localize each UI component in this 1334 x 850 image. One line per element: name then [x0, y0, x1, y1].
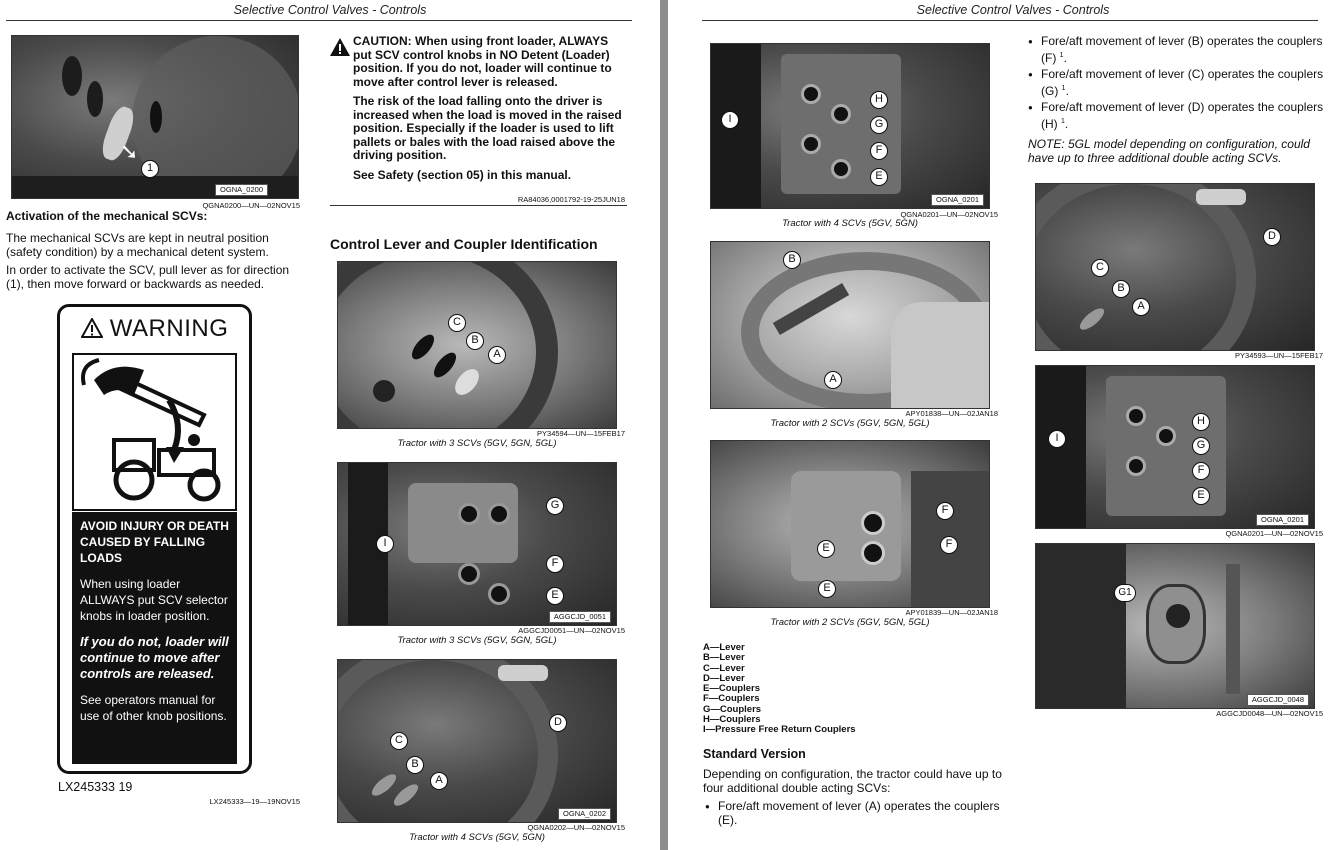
- bullet-lever-a: ● Fore/aft movement of lever (A) operates the couplers (E).: [705, 800, 1005, 827]
- bullet-lever-c: ● Fore/aft movement of lever (C) operates the couplers (G) $^1$.: [1028, 68, 1328, 98]
- warning-title: [60, 315, 249, 343]
- legend-item: C—Lever: [703, 662, 745, 674]
- callout-1: 1: [141, 160, 159, 178]
- callout-b: B: [406, 756, 424, 774]
- standard-version-paragraph: Depending on configuration, the tractor could have up to four additional double acting SCVs:: [703, 767, 1002, 795]
- legend-item: D—Lever: [703, 672, 745, 684]
- scv-lever-photo: [11, 35, 299, 199]
- callout-h: H: [870, 91, 888, 109]
- photo-caption: Tractor with 2 SCVs (5GV, 5GN, 5GL): [770, 617, 930, 628]
- photo-caption: Tractor with 3 SCVs (5GV, 5GN, 5GL): [397, 438, 557, 449]
- warning-line-1: AVOID INJURY OR DEATH CAUSED BY FALLING LOADS: [80, 519, 229, 565]
- legend-item: I—Pressure Free Return Couplers: [703, 724, 856, 736]
- footnote-mark: 1: [1061, 117, 1065, 125]
- activation-paragraph-2: In order to activate the SCV, pull lever as for direction (1), then move forward or backwards as needed.: [6, 263, 290, 291]
- photo-caption: Tractor with 4 SCVs (5GV, 5GN): [782, 218, 918, 229]
- image-ref: AGGCJD0051—UN—02NOV15: [518, 626, 625, 635]
- photo-caption: Tractor with 3 SCVs (5GV, 5GN, 5GL): [397, 635, 557, 646]
- tractor-3-scv-lever-photo: [337, 261, 617, 429]
- tractor-2-scv-coupler-photo: [710, 440, 990, 608]
- tractor-2-scv-lever-photo: [710, 241, 990, 409]
- activation-paragraph-1: The mechanical SCVs are kept in neutral position (safety condition) by a mechanical detent system.: [6, 231, 269, 259]
- caution-paragraph-3: See Safety (section 05) in this manual.: [353, 167, 572, 182]
- callout-c: C: [1091, 259, 1109, 277]
- callout-h: H: [1192, 413, 1210, 431]
- image-ref: APY01838—UN—02JAN18: [905, 409, 998, 418]
- callout-e: E: [817, 540, 835, 558]
- image-ref: QGNA0201—UN—02NOV15: [900, 210, 998, 219]
- callout-i: I: [1048, 430, 1066, 448]
- right-page: [668, 0, 1334, 850]
- callout-legend: [703, 643, 856, 736]
- image-ref: QGNA0201—UN—02NOV15: [1225, 529, 1323, 538]
- image-ref: AGGCJD0048—UN—02NOV15: [1216, 709, 1323, 718]
- bullet-list-bcd: [1028, 35, 1328, 134]
- tractor-4-scv-coupler-photo: [710, 43, 990, 209]
- image-ref: PY34593—UN—15FEB17: [1235, 351, 1323, 360]
- callout-c: C: [448, 314, 466, 332]
- warning-triangle-icon: [81, 318, 103, 338]
- bullet-lever-d-text: Fore/aft movement of lever (D) operates the couplers (H): [1041, 100, 1324, 131]
- warning-line-2: When using loader ALLWAYS put SCV selector knobs in loader position.: [80, 577, 228, 623]
- warning-line-4: See operators manual for use of other knob positions.: [80, 693, 227, 723]
- decal-part-number: LX245333 19: [58, 780, 133, 794]
- image-ref: PY34594—UN—15FEB17: [537, 429, 625, 438]
- arrow-icon: ➘: [120, 139, 139, 164]
- falling-load-pictogram: [72, 353, 237, 511]
- callout-e: E: [1192, 487, 1210, 505]
- header-rule: [6, 20, 632, 21]
- callout-b: B: [466, 332, 484, 350]
- callout-e: E: [546, 587, 564, 605]
- callout-f: F: [546, 555, 564, 573]
- callout-a: A: [824, 371, 842, 389]
- bullet-lever-c-text: Fore/aft movement of lever (C) operates the couplers (G): [1041, 67, 1324, 98]
- running-head: Selective Control Valves - Controls: [916, 3, 1110, 17]
- callout-g: G: [1192, 437, 1210, 455]
- note-text: NOTE: 5GL model depending on configuration, could have up to three additional double acting SCVs.: [1028, 137, 1310, 165]
- callout-i: I: [721, 111, 739, 129]
- legend-item: E—Couplers: [703, 683, 761, 695]
- callout-a: A: [488, 346, 506, 364]
- warning-title-text: WARNING: [109, 315, 229, 342]
- callout-a: A: [430, 772, 448, 790]
- activation-heading: Activation of the mechanical SCVs:: [6, 209, 208, 223]
- page-gutter: [660, 0, 668, 850]
- legend-item: H—Couplers: [703, 714, 761, 726]
- image-tag: OGNA_0200: [215, 184, 268, 196]
- callout-f: F: [936, 502, 954, 520]
- callout-f: F: [1192, 462, 1210, 480]
- decal-ref: LX245333—19—19NOV15: [209, 797, 300, 806]
- caution-paragraph-1: CAUTION: When using front loader, ALWAYS put SCV control knobs in NO Detent (Loader) position. If you do not, loader will continue to move after control lever is released.: [353, 34, 612, 89]
- callout-g: G: [546, 497, 564, 515]
- image-tag: AGGCJD_0051: [549, 611, 611, 623]
- footnote-mark: 1: [1059, 51, 1064, 59]
- image-tag: OGNA_0202: [558, 808, 611, 820]
- callout-i: I: [376, 535, 394, 553]
- callout-g: G: [870, 116, 888, 134]
- running-head: Selective Control Valves - Controls: [233, 3, 427, 17]
- warning-decal: [57, 304, 252, 774]
- tractor-4-scv-lever-photo-2: [1035, 183, 1315, 351]
- bullet-lever-d: ● Fore/aft movement of lever (D) operates the couplers (H) $^1$.: [1028, 101, 1328, 131]
- callout-b: B: [783, 251, 801, 269]
- section-heading: Control Lever and Coupler Identification: [330, 236, 598, 252]
- caution-block: [353, 35, 625, 188]
- image-tag: AGGCJD_0048: [1247, 694, 1309, 706]
- header-rule: [702, 20, 1318, 21]
- tractor-4-scv-lever-photo: [337, 659, 617, 823]
- legend-item: G—Couplers: [703, 703, 762, 715]
- warning-text-block: [72, 512, 237, 764]
- caution-paragraph-2: The risk of the load falling onto the driver is increased when the load is moved in the raised position. Especially if the loader is used to lift pallets or bales with the load raised above the driving position.: [353, 94, 622, 162]
- tractor-3-scv-coupler-photo: [337, 462, 617, 626]
- legend-item: B—Lever: [703, 652, 745, 664]
- left-page: [0, 0, 660, 850]
- callout-b: B: [1112, 280, 1130, 298]
- tractor-4-scv-coupler-photo-2: [1035, 365, 1315, 529]
- standard-version-heading: Standard Version: [703, 747, 806, 761]
- caution-rule: [330, 205, 627, 206]
- caution-ref: RA84036,0001792-19-25JUN18: [517, 195, 625, 204]
- warning-line-3: If you do not, loader will continue to move after controls are released.: [80, 634, 229, 681]
- bullet-lever-b: ● Fore/aft movement of lever (B) operates the couplers (F) $^1$.: [1028, 35, 1328, 65]
- image-ref: QGNA0200—UN—02NOV15: [202, 201, 300, 210]
- callout-f: F: [940, 536, 958, 554]
- photo-caption: Tractor with 4 SCVs (5GV, 5GN): [409, 832, 545, 843]
- legend-item: F—Couplers: [703, 693, 760, 705]
- callout-g1: G1: [1114, 584, 1136, 602]
- callout-f: F: [870, 142, 888, 160]
- image-ref: APY01839—UN—02JAN18: [905, 608, 998, 617]
- bullet-lever-b-text: Fore/aft movement of lever (B) operates the couplers (F): [1041, 34, 1323, 65]
- footnote-mark: 1: [1061, 84, 1066, 92]
- image-ref: QGNA0202—UN—02NOV15: [527, 823, 625, 832]
- bullet-list-a: [705, 800, 1005, 830]
- legend-item: A—Lever: [703, 642, 745, 653]
- rear-coupler-photo: [1035, 543, 1315, 709]
- callout-e: E: [818, 580, 836, 598]
- image-tag: OGNA_0201: [1256, 514, 1309, 526]
- callout-c: C: [390, 732, 408, 750]
- callout-d: D: [549, 714, 567, 732]
- callout-e: E: [870, 168, 888, 186]
- callout-a: A: [1132, 298, 1150, 316]
- image-tag: OGNA_0201: [931, 194, 984, 206]
- photo-caption: Tractor with 2 SCVs (5GV, 5GN, 5GL): [770, 418, 930, 429]
- caution-triangle-icon: [330, 38, 350, 56]
- callout-d: D: [1263, 228, 1281, 246]
